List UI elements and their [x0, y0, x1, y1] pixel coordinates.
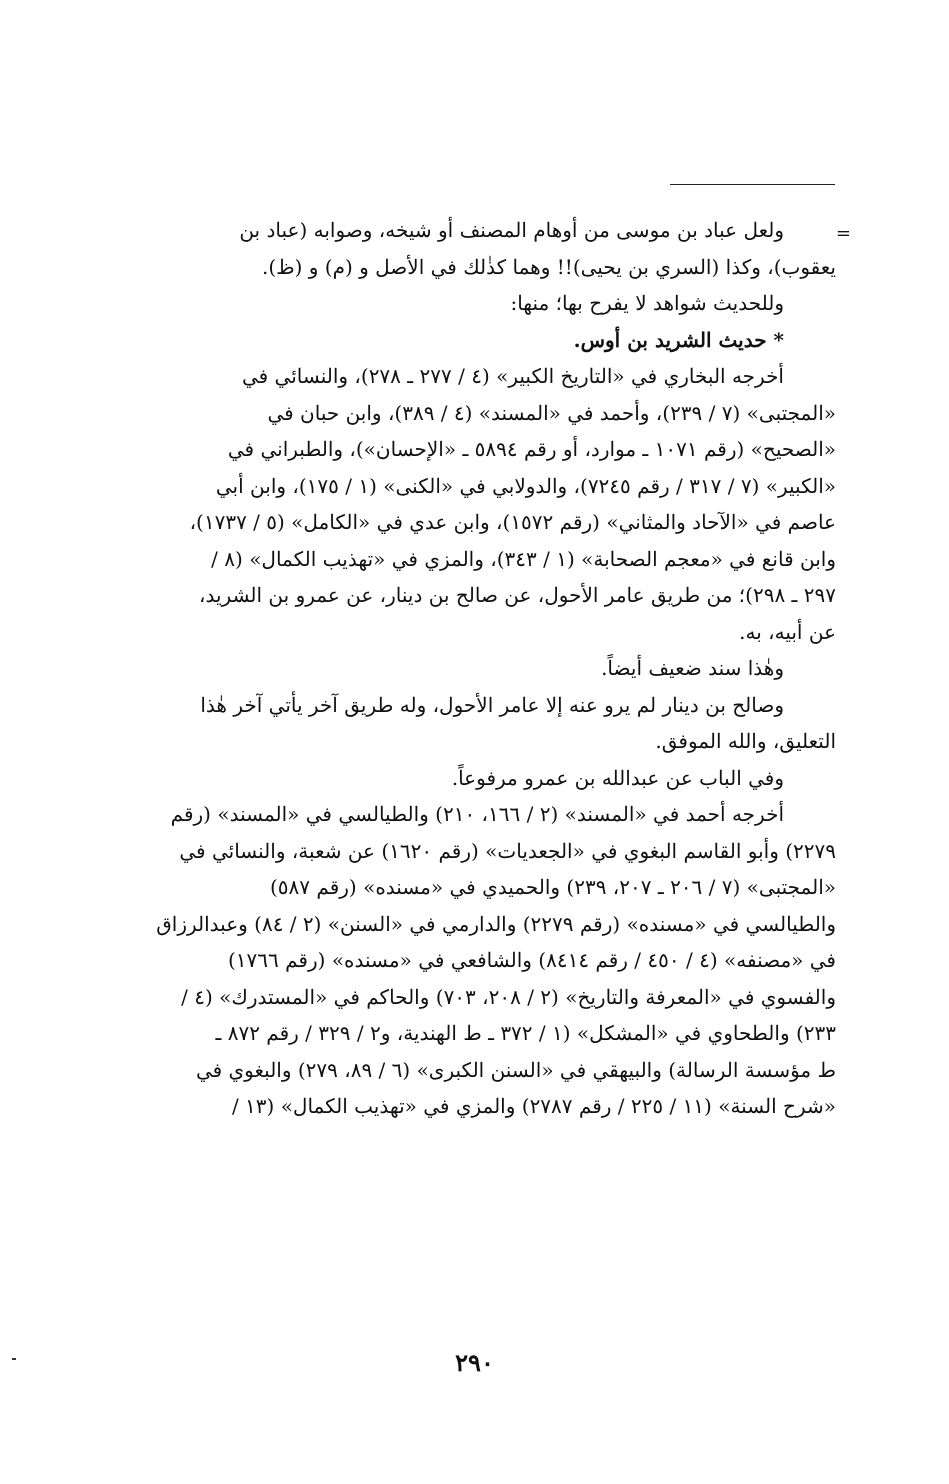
- text-line: «شرح السنة» (١١ / ٢٢٥ / رقم ٢٧٨٧) والمزي في «تهذيب الكمال» (١٣ /: [231, 1094, 836, 1118]
- text-line: «الصحيح» (رقم ١٠٧١ ـ موارد، أو رقم ٥٨٩٤ ـ «الإحسان»)، والطبراني في: [227, 437, 836, 461]
- text-line: «المجتبى» (٧ / ٢٠٦ ـ ٢٠٧، ٢٣٩) والحميدي في «مسنده» (رقم ٥٨٧): [269, 875, 836, 899]
- continuation-mark: =: [835, 223, 851, 244]
- text-line: أخرجه أحمد في «المسند» (٢ / ١٦٦، ٢١٠) والطيالسي في «المسند» (رقم: [170, 802, 784, 826]
- text-line: ٢٩٧ ـ ٢٩٨)؛ من طريق عامر الأحول، عن صالح بن دينار، عن عمرو بن الشريد،: [199, 583, 836, 607]
- text-line: أخرجه البخاري في «التاريخ الكبير» (٤ / ٢٧٧ ـ ٢٧٨)، والنسائي في: [241, 364, 784, 388]
- text-line: ٢٣٣) والطحاوي في «المشكل» (١ / ٣٧٢ ـ ط الهندية، و٢ / ٣٢٩ / رقم ٨٧٢ ـ: [215, 1021, 836, 1045]
- text-line: ٢٢٧٩) وأبو القاسم البغوي في «الجعديات» (رقم ١٦٢٠) عن شعبة، والنسائي في: [179, 838, 836, 863]
- text-line: والفسوي في «المعرفة والتاريخ» (٢ / ٢٠٨، ٧٠٣) والحاكم في «المستدرك» (٤ /: [181, 984, 836, 1009]
- footnote-text-block: [112, 212, 836, 1125]
- margin-mark: [12, 1358, 16, 1360]
- text-line: وصالح بن دينار لم يرو عنه إلا عامر الأحول، وله طريق آخر يأتي آخر هٰذا: [200, 692, 784, 717]
- text-line: في «مصنفه» (٤ / ٤٥٠ / رقم ٨٤١٤) والشافعي في «مسنده» (رقم ١٧٦٦): [227, 948, 836, 972]
- text-line: ولعل عباد بن موسى من أوهام المصنف أو شيخه، وصوابه (عباد بن: [239, 218, 784, 242]
- text-line: وابن قانع في «معجم الصحابة» (١ / ٣٤٣)، والمزي في «تهذيب الكمال» (٨ /: [211, 546, 836, 571]
- text-line: وهٰذا سند ضعيف أيضاً.: [601, 656, 784, 680]
- text-line: التعليق، والله الموفق.: [655, 729, 836, 753]
- text-line: يعقوب)، وكذا (السري بن يحيى)!! وهما كذٰلك في الأصل و (م) و (ظ).: [261, 254, 836, 279]
- text-line: «الكبير» (٧ / ٣١٧ / رقم ٧٢٤٥)، والدولابي في «الكنى» (١ / ١٧٥)، وابن أبي: [215, 473, 836, 498]
- footnote-separator-rule: [670, 184, 835, 185]
- text-line: وفي الباب عن عبدالله بن عمرو مرفوعاً.: [451, 765, 784, 790]
- text-line: «المجتبى» (٧ / ٢٣٩)، وأحمد في «المسند» (٤ / ٣٨٩)، وابن حبان في: [267, 400, 836, 425]
- text-line: * حديث الشريد بن أوس.: [573, 327, 784, 352]
- page-number: ٢٩٠: [455, 1348, 494, 1377]
- text-line: ط مؤسسة الرسالة) والبيهقي في «السنن الكبرى» (٦ / ٨٩، ٢٧٩) والبغوي في: [195, 1057, 836, 1082]
- text-line: وللحديث شواهد لا يفرح بها؛ منها:: [510, 291, 784, 315]
- text-line: عن أبيه، به.: [739, 619, 836, 644]
- text-line: والطيالسي في «مسنده» (رقم ٢٢٧٩) والدارمي في «السنن» (٢ / ٨٤) وعبدالرزاق: [156, 911, 836, 936]
- text-line: عاصم في «الآحاد والمثاني» (رقم ١٥٧٢)، وابن عدي في «الكامل» (٥ / ١٧٣٧)،: [189, 510, 836, 534]
